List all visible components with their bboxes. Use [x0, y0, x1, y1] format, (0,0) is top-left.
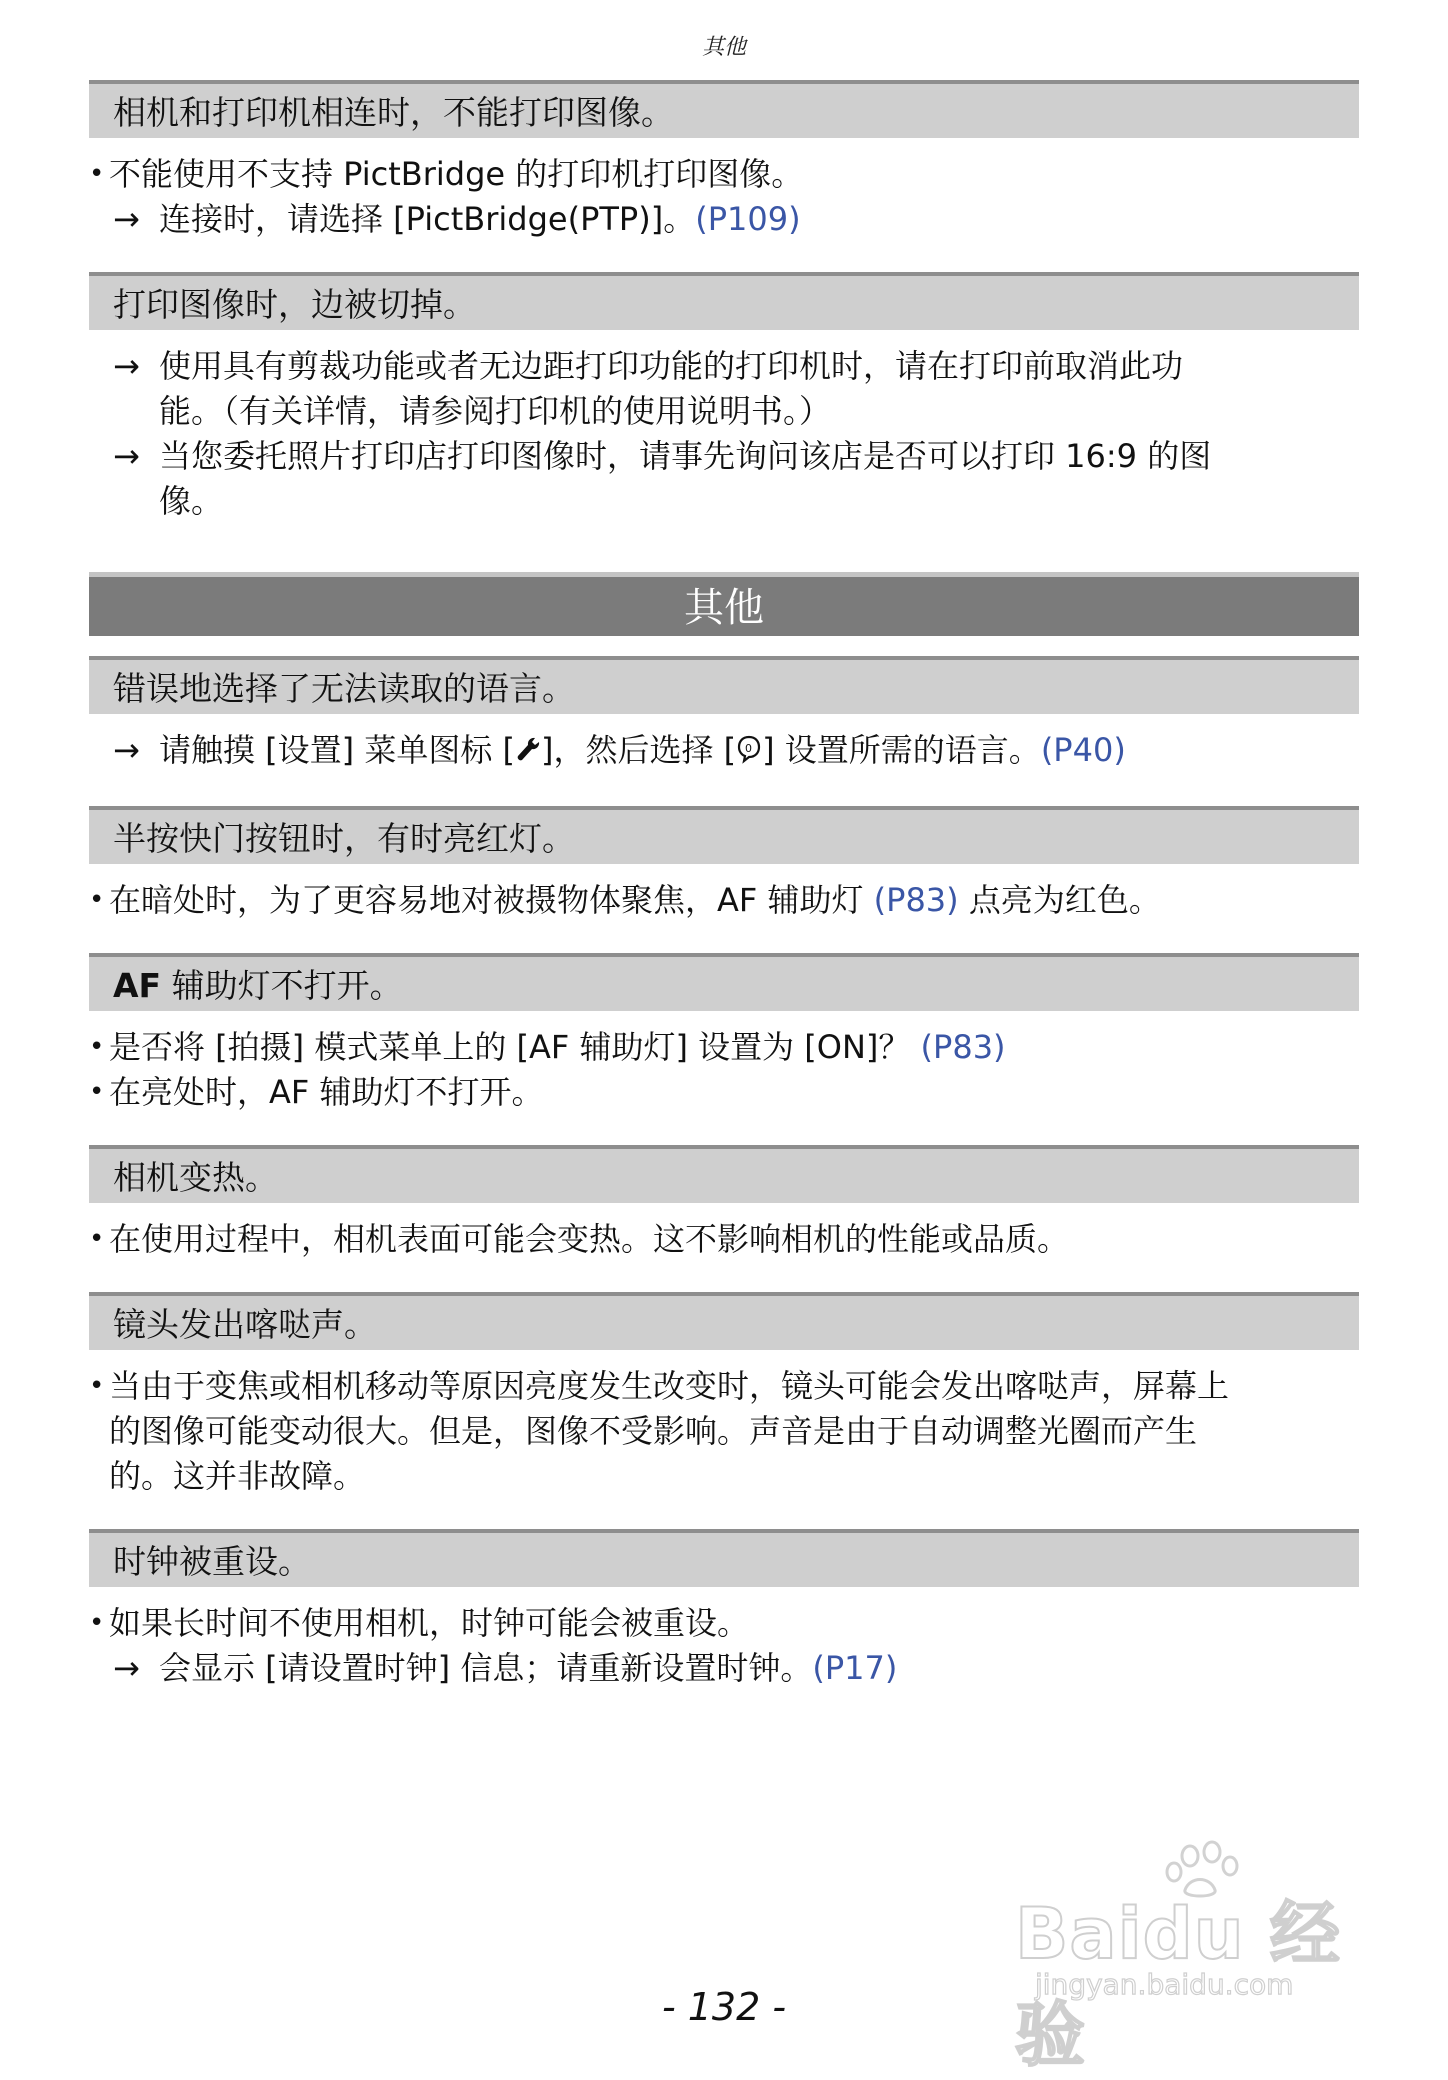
- answer-line-cont: 像。: [159, 482, 224, 520]
- answer-line-cont: 的图像可能变动很大。但是，图像不受影响。声音是由于自动调整光圈而产生: [109, 1412, 1198, 1450]
- answer-text: 是否将 [拍摄] 模式菜单上的 [AF 辅助灯] 设置为 [ON]？: [109, 1028, 921, 1066]
- answer-text: 会显示 [请设置时钟] 信息；请重新设置时钟。: [159, 1649, 813, 1687]
- answer-line: [89, 344, 1359, 389]
- question-bar-edges-cut: 打印图像时，边被切掉。: [89, 272, 1359, 330]
- answer-text: ] 设置所需的语言。: [762, 731, 1041, 769]
- language-icon: [736, 731, 762, 776]
- question-bar-camera-hot: 相机变热。: [89, 1145, 1359, 1203]
- answer-line: [89, 197, 1359, 242]
- answer-text: 使用具有剪裁功能或者无边距打印功能的打印机时，请在打印前取消此功: [159, 347, 1184, 385]
- answer-text: 请触摸 [设置] 菜单图标 [: [159, 731, 515, 769]
- answer-line-cont: 的。这并非故障。: [109, 1457, 366, 1495]
- question-bar-lens-click: 镜头发出喀哒声。: [89, 1292, 1359, 1350]
- answer-text: 连接时，请选择 [PictBridge(PTP)]。: [159, 200, 696, 238]
- answer-text: 在暗处时，为了更容易地对被摄物体聚焦，AF 辅助灯: [109, 881, 874, 919]
- answer-line: • 不能使用不支持 PictBridge 的打印机打印图像。: [89, 152, 1359, 197]
- answer-line: [89, 1025, 1359, 1070]
- answers-red-light: [89, 864, 1359, 953]
- watermark-sub-text: jingyan.baidu.com: [1035, 1968, 1294, 2001]
- answers-af-lamp: [89, 1011, 1359, 1145]
- page-ref-link[interactable]: (P109): [695, 200, 801, 238]
- page-ref-link[interactable]: (P83): [873, 881, 959, 919]
- answer-line: • 在使用过程中，相机表面可能会变热。这不影响相机的性能或品质。: [89, 1217, 1359, 1262]
- answer-line: [89, 728, 1359, 776]
- running-header: 其他: [701, 35, 746, 60]
- arrow-glyph: →: [113, 731, 140, 769]
- answers-clock-reset: [89, 1587, 1359, 1721]
- answers-edges-cut: [89, 330, 1359, 572]
- question-text: 辅助灯不打开。: [161, 966, 403, 1005]
- question-bar-print-connect: 相机和打印机相连时，不能打印图像。: [89, 80, 1359, 138]
- arrow-glyph: →: [113, 347, 140, 385]
- answer-line: • 在亮处时，AF 辅助灯不打开。: [89, 1070, 1359, 1115]
- answer-line-cont: 能。（有关详情，请参阅打印机的使用说明书。）: [159, 392, 832, 430]
- page-ref-link[interactable]: (P83): [920, 1028, 1006, 1066]
- watermark-main-text: Baidu 经验: [1015, 1893, 1341, 2076]
- answers-print-connect: [89, 138, 1359, 272]
- answers-lens-click: [89, 1350, 1359, 1529]
- answer-line: [89, 434, 1359, 479]
- wrench-icon: [515, 731, 541, 776]
- answer-line: • 当由于变焦或相机移动等原因亮度发生改变时，镜头可能会发出喀哒声，屏幕上: [89, 1364, 1359, 1409]
- arrow-glyph: →: [113, 200, 140, 238]
- answers-camera-hot: [89, 1203, 1359, 1292]
- arrow-glyph: →: [113, 437, 140, 475]
- answer-text: 当您委托照片打印店打印图像时，请事先询问该店是否可以打印 16:9 的图: [159, 437, 1212, 475]
- answer-text: ]，然后选择 [: [540, 731, 737, 769]
- answer-line: • 如果长时间不使用相机，时钟可能会被重设。: [89, 1601, 1359, 1646]
- answer-line: [89, 878, 1359, 923]
- question-bold: AF: [113, 966, 162, 1005]
- answer-text: 点亮为红色。: [958, 881, 1161, 919]
- section-title-bar: 其他: [89, 572, 1359, 636]
- answer-line: [89, 1646, 1359, 1691]
- question-bar-clock-reset: 时钟被重设。: [89, 1529, 1359, 1587]
- question-bar-af-lamp: [89, 953, 1359, 1011]
- arrow-glyph: →: [113, 1649, 140, 1687]
- page-ref-link[interactable]: (P17): [812, 1649, 898, 1687]
- svg-text:0: 0: [745, 742, 753, 755]
- page-number: - 132 -: [661, 1985, 787, 2029]
- question-bar-red-light: 半按快门按钮时，有时亮红灯。: [89, 806, 1359, 864]
- question-bar-language: 错误地选择了无法读取的语言。: [89, 656, 1359, 714]
- answers-language: [89, 714, 1359, 806]
- page-ref-link[interactable]: (P40): [1040, 731, 1126, 769]
- troubleshooting-content: [89, 80, 1359, 1721]
